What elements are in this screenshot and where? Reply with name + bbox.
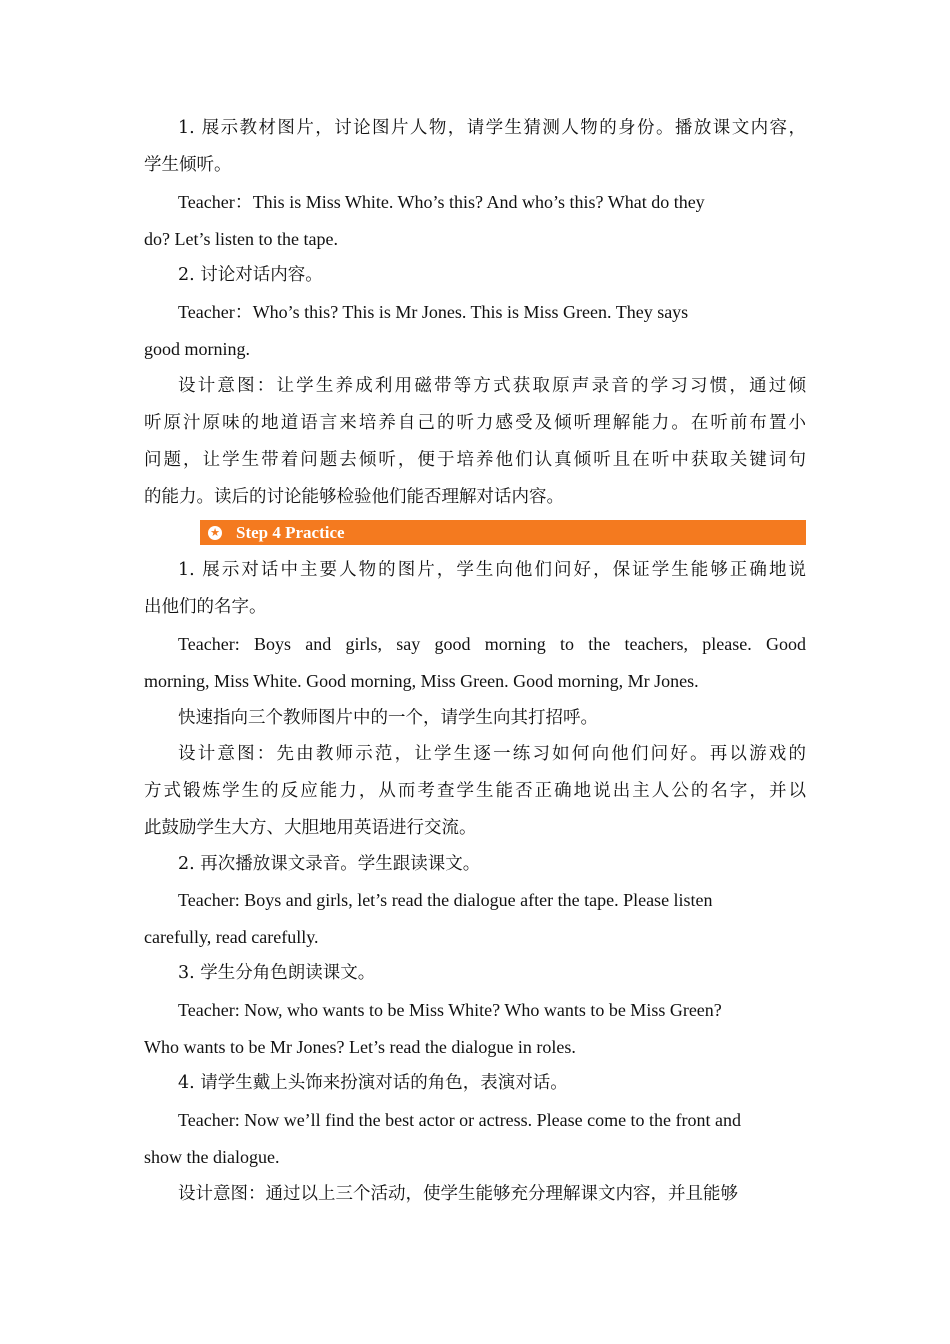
paragraph-line: 1. 展示对话中主要人物的图片，学生向他们问好，保证学生能够正确地说 — [178, 560, 806, 580]
paragraph-line: carefully, read carefully. — [144, 927, 319, 947]
paragraph-line: do? Let’s listen to the tape. — [144, 229, 338, 249]
paragraph-line: Teacher：Who’s this? This is Mr Jones. This is Miss Green. They says — [178, 302, 689, 322]
paragraph-line: 听原汁原味的地道语言来培养自己的听力感受及倾听理解能力。在听前布置小 — [144, 413, 806, 433]
paragraph-line: 学生倾听。 — [144, 155, 232, 175]
paragraph-line: Teacher: Boys and girls, let’s read the dialogue after the tape. Please listen — [178, 890, 713, 910]
paragraph-line: Teacher: Boys and girls, say good morning to the teachers, please. Good — [178, 634, 806, 654]
paragraph-line: 2. 讨论对话内容。 — [178, 265, 323, 285]
step-title: Step 4 Practice — [236, 522, 345, 542]
paragraph-line: 方式锻炼学生的反应能力，从而考查学生能否正确地说出主人公的名字，并以 — [144, 781, 806, 801]
star-badge-icon: ★ — [208, 526, 222, 540]
paragraph-line: 2. 再次播放课文录音。学生跟读课文。 — [178, 854, 481, 874]
paragraph-line: 1. 展示教材图片，讨论图片人物，请学生猜测人物的身份。播放课文内容， — [178, 118, 806, 138]
paragraph-line: good morning. — [144, 339, 250, 359]
paragraph-line: 4. 请学生戴上头饰来扮演对话的角色，表演对话。 — [178, 1073, 568, 1093]
paragraph-line: morning, Miss White. Good morning, Miss Green. Good morning, Mr Jones. — [144, 671, 699, 691]
paragraph-line: Teacher: Now, who wants to be Miss White? Who wants to be Miss Green? — [178, 1000, 722, 1020]
paragraph-line: 出他们的名字。 — [144, 597, 267, 617]
paragraph-line: 设计意图：让学生养成利用磁带等方式获取原声录音的学习习惯，通过倾 — [178, 376, 806, 396]
paragraph-line: 快速指向三个教师图片中的一个，请学生向其打招呼。 — [178, 708, 598, 728]
step-heading-bar — [200, 520, 806, 545]
paragraph-line: 此鼓励学生大方、大胆地用英语进行交流。 — [144, 818, 477, 838]
paragraph-line: 问题，让学生带着问题去倾听，便于培养他们认真倾听且在听中获取关键词句 — [144, 450, 806, 470]
paragraph-line: Teacher：This is Miss White. Who’s this? And who’s this? What do they — [178, 192, 705, 212]
paragraph-line: 设计意图：通过以上三个活动，使学生能够充分理解课文内容，并且能够 — [178, 1184, 738, 1204]
paragraph-line: show the dialogue. — [144, 1147, 280, 1167]
paragraph-line: Teacher: Now we’ll find the best actor or actress. Please come to the front and — [178, 1110, 742, 1130]
paragraph-line: Who wants to be Mr Jones? Let’s read the dialogue in roles. — [144, 1037, 576, 1057]
paragraph-line: 设计意图：先由教师示范，让学生逐一练习如何向他们问好。再以游戏的 — [178, 744, 806, 764]
paragraph-line: 3. 学生分角色朗读课文。 — [178, 963, 376, 983]
paragraph-line: 的能力。读后的讨论能够检验他们能否理解对话内容。 — [144, 487, 564, 507]
